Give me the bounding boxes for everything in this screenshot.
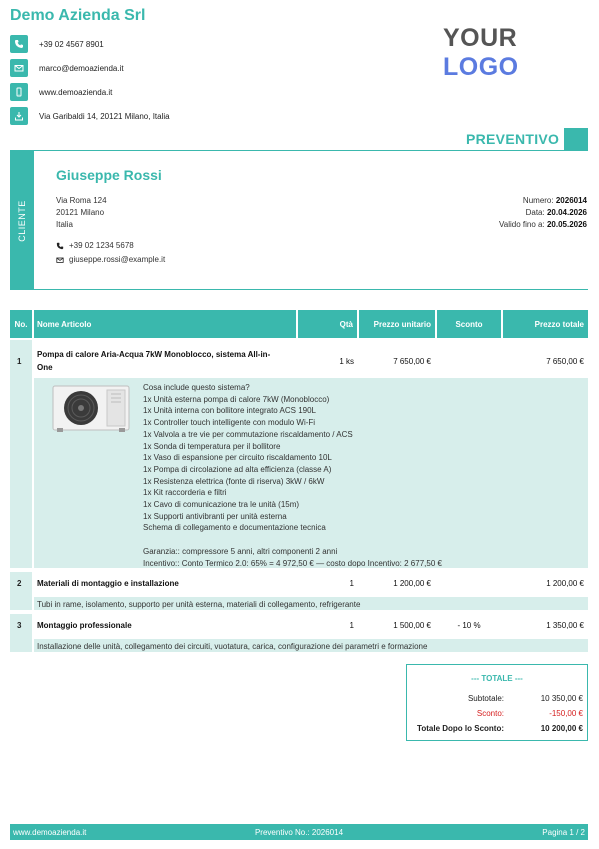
col-header-no: No. [10,310,32,338]
item-qty: 1 ks [339,357,354,366]
subtotal-label: Subtotale: [467,694,504,703]
desc-line: 1x Controller touch intelligente con modulo Wi-Fi [143,418,316,428]
footer-page-number: Pagina 1 / 2 [542,827,585,837]
company-name: Demo Azienda Srl [10,7,146,24]
item-qty: 1 [349,579,354,588]
discount-label: Sconto: [476,709,504,718]
phone-icon [10,35,28,53]
desc-line: 1x Cavo di comunicazione tra le unità (15m) [143,500,300,510]
desc-line: 1x Pompa di circolazione ad alta efficienza (classe A) [143,464,332,474]
row-number: 3 [17,621,22,630]
item-discount: - 10 % [457,621,481,630]
footer-website[interactable]: www.demoazienda.it [13,827,87,837]
client-address-line3: Italia [56,220,73,229]
page-footer [10,824,588,840]
item-name: Pompa di calore Aria-Acqua 7kW Monoblocco, sistema All-in- [37,350,271,359]
company-website[interactable]: www.demoazienda.it [39,87,113,97]
item-name-cont: One [37,363,53,372]
desc-line: Garanzia:: compressore 5 anni, altri componenti 2 anni [143,546,338,556]
item-total: 1 200,00 € [546,579,584,588]
company-email-row [10,59,124,77]
company-logo [443,24,599,82]
client-divider [10,289,588,290]
client-section-label: CLIENTE [17,199,27,242]
item-total: 7 650,00 € [546,357,584,366]
item-unit-price: 7 650,00 € [393,357,431,366]
item-qty: 1 [349,621,354,630]
desc-spacer [143,534,442,546]
col-header-name: Nome Articolo [34,310,296,338]
item-unit-price: 1 500,00 € [393,621,431,630]
col-header-qty: Qtà [298,310,357,338]
totals-title: --- TOTALE --- [471,674,523,683]
desc-line: 1x Unità esterna pompa di calore 7kW (Monoblocco) [143,394,330,404]
totals-box [406,664,588,741]
client-phone: +39 02 1234 5678 [69,241,134,250]
client-section-bar [10,151,34,290]
desc-line: Incentivo:: Conto Termico 2.0: 65% = 4 972,50 € — costo dopo Incentivo: 2 677,50 € [143,558,442,568]
item-unit-price: 1 200,00 € [393,579,431,588]
logo-text-logo: LOGO [443,53,519,81]
heat-pump-image [51,384,131,433]
row-number-cell [10,614,32,652]
company-address: Via Garibaldi 14, 20121 Milano, Italia [39,111,170,121]
quote-date-row [526,208,587,217]
desc-line: 1x Kit raccorderia e filtri [143,488,227,498]
desc-line: 1x Sonda di temperatura per il bollitore [143,441,281,451]
quote-date: 20.04.2026 [546,208,587,217]
subtotal-value: 10 350,00 € [540,694,583,703]
row-number-cell [10,340,32,568]
client-email-row [56,255,165,264]
desc-line: 1x Supporti antivibranti per unità esterna [143,511,287,521]
col-header-total: Prezzo totale [503,310,588,338]
client-phone-row [56,241,134,250]
desc-line: 1x Valvola a tre vie per commutazione riscaldamento / ACS [143,429,353,439]
quote-number-row [523,196,587,205]
envelope-icon [56,256,64,264]
row-number: 2 [17,579,22,588]
footer-quote-number: Preventivo No.: 2026014 [254,827,344,837]
quote-number-label: Numero: [522,196,554,205]
title-divider [10,150,588,151]
desc-line: 1x Vaso di espansione per circuito riscaldamento 10L [143,453,332,463]
company-address-row [10,107,170,125]
col-header-discount: Sconto [437,310,501,338]
final-total-value: 10 200,00 € [540,724,583,733]
item-description: Tubi in rame, isolamento, supporto per unità esterna, materiali di collegamento, refrigerante [37,600,361,609]
client-name: Giuseppe Rossi [56,167,162,183]
title-accent-block [564,128,588,150]
quote-date-label: Data: [525,208,545,217]
quote-valid-until: 20.05.2026 [546,220,587,229]
company-phone-row [10,35,104,53]
company-website-row [10,83,112,101]
row-number: 1 [17,357,22,366]
desc-line: Cosa include questo sistema? [143,383,250,392]
quote-valid-row [499,220,587,229]
desc-line: 1x Unità interna con bollitore integrato ACS 190L [143,406,316,416]
col-header-unit-price: Prezzo unitario [359,310,435,338]
desc-line: Schema di collegamento e documentazione tecnica [143,523,326,533]
quote-valid-label: Valido fino a: [499,220,545,229]
envelope-icon [10,59,28,77]
logo-text-your: YOUR [443,24,518,52]
item-total: 1 350,00 € [546,621,584,630]
discount-value: -150,00 € [549,709,583,718]
quote-number: 2026014 [555,196,587,205]
item-name: Materiali di montaggio e installazione [37,579,179,588]
document-title: PREVENTIVO [466,131,560,147]
mobile-icon [10,83,28,101]
phone-icon [56,242,64,250]
item-name: Montaggio professionale [37,621,132,630]
item-description: Installazione delle unità, collegamento dei circuiti, vuotatura, carica, configurazione dei parametri e formazione [37,642,428,651]
final-total-label: Totale Dopo lo Sconto: [417,724,504,733]
row-number-cell [10,572,32,610]
location-icon [10,107,28,125]
desc-line: 1x Resistenza elettrica (fonte di riserva) 3kW / 6kW [143,476,325,486]
client-address-line1: Via Roma 124 [56,196,107,205]
company-phone: +39 02 4567 8901 [39,39,104,49]
client-email[interactable]: giuseppe.rossi@example.it [69,255,166,264]
company-email[interactable]: marco@demoazienda.it [39,63,124,73]
item-description [143,382,442,569]
client-address-line2: 20121 Milano [56,208,105,217]
